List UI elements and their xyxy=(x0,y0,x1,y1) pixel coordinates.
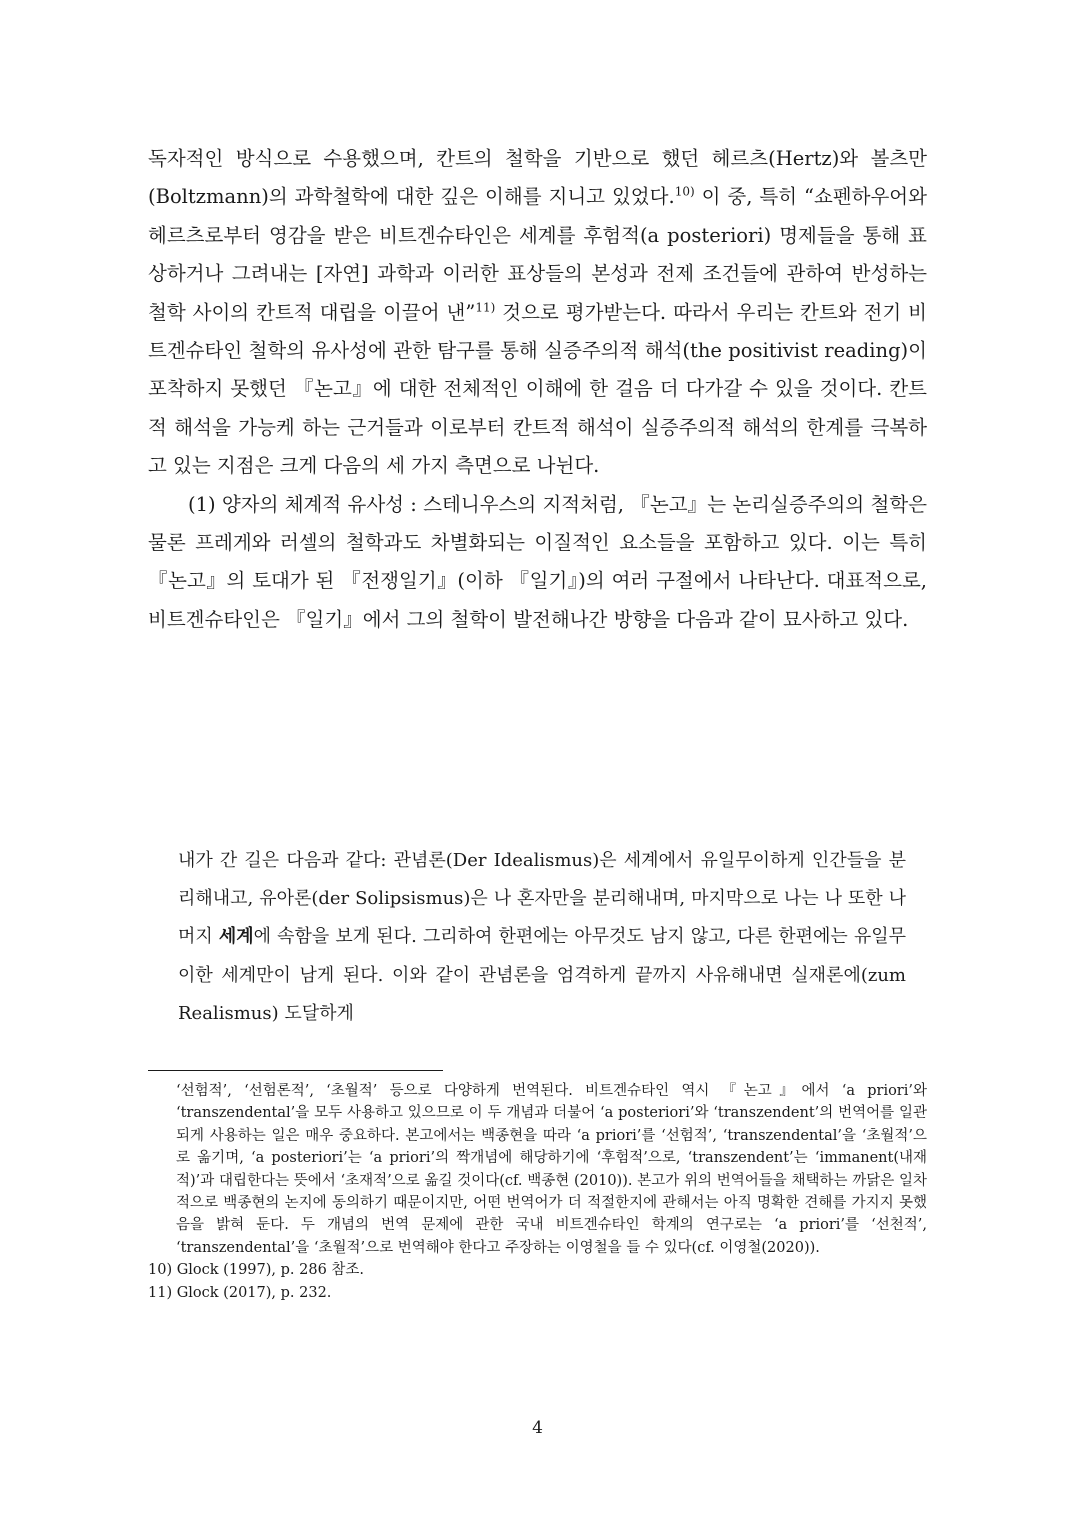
footnote-divider xyxy=(148,1070,443,1071)
quote-part-b: 에 속함을 보게 된다. 그리하여 한편에는 아무것도 남지 않고, 다른 한편에는 유일무이한 세계만이 남게 된다. 이와 같이 관념론을 엄격하게 끝까지 사유해내면 실재론에(zum Realismus) 도달하게 xyxy=(178,926,907,1024)
quote-emphasis: 세계 xyxy=(218,926,254,948)
footnote-ref-11[interactable]: 11) xyxy=(475,300,496,315)
block-quote xyxy=(178,842,906,1033)
paragraph-1-part-c: 것으로 평가받는다. 따라서 우리는 칸트와 전기 비트겐슈타인 철학의 유사성에 관한 탐구를 통해 실증주의적 해석(the positivist reading)이 포착하지 못했던 『논고』에 대한 전체적인 이해에 한 걸음 더 다가갈 수 있을 것이다. 칸트적 해석을 가능케 하는 근거들과 이로부터 칸트적 해석이 실증주의적 해석의 한계를 극복하고 있는 지점은 크게 다음의 세 가지 측면으로 나뉜다. xyxy=(148,300,927,478)
footnotes xyxy=(148,1080,927,1304)
paragraph-1 xyxy=(148,140,927,486)
paragraph-1-part-a: 독자적인 방식으로 수용했으며, 칸트의 철학을 기반으로 했던 헤르츠(Hertz)와 볼츠만(Boltzmann)의 과학철학에 대한 깊은 이해를 지니고 있었다. xyxy=(148,147,927,209)
footnote-ref-10[interactable]: 10) xyxy=(674,184,695,199)
quote-part-a: 내가 간 길은 다음과 같다: 관념론(Der Idealismus)은 세계에서 유일무이하게 인간들을 분리해내고, 유아론(der Solipsismus)은 나 혼자만을 분리해내며, 마지막으로 나는 나 또한 나머지 xyxy=(178,850,906,948)
page-number: 4 xyxy=(532,1418,543,1438)
footnote-11: 11) Glock (2017), p. 232. xyxy=(148,1284,332,1301)
main-body-text xyxy=(148,140,927,639)
footnote-10: 10) Glock (1997), p. 286 참조. xyxy=(148,1262,365,1279)
footnote-continuation: ‘선험적’, ‘선험론적’, ‘초월적’ 등으로 다양하게 번역된다. 비트겐슈타인 역시 『논고』에서 ‘a priori’와 ‘transzendental’을 모두 사용하고 있으므로 이 두 개념과 더불어 ‘a posteriori’와 ‘transzendent’의 번역어를 일관되게 사용하는 일은 매우 중요하다. 본고에서는 백종현을 따라 ‘a priori’를 ‘선험적’, ‘transzendental’을 ‘초월적’으로 옮기며, ‘a posteriori’는 ‘a priori’의 짝개념에 해당하기에 ‘후험적’으로, ‘transzendent’는 ‘immanent(내재적)’과 대립한다는 뜻에서 ‘초재적’으로 옮길 것이다(cf. 백종현 (2010)). 본고가 위의 번역어들을 채택하는 까닭은 일차적으로 백종현의 논지에 동의하기 때문이지만, 어떤 번역어가 더 적절한지에 관해서는 아직 명확한 견해를 가지지 못했음을 밝혀 둔다. 두 개념의 번역 문제에 관한 국내 비트겐슈타인 학계의 연구로는 ‘a priori’를 ‘선천적’, ‘transzendental’을 ‘초월적’으로 번역해야 한다고 주장하는 이영철을 들 수 있다(cf. 이영철(2020)). xyxy=(176,1083,927,1256)
paragraph-2: (1) 양자의 체계적 유사성 : 스테니우스의 지적처럼, 『논고』는 논리실증주의의 철학은 물론 프레게와 러셀의 철학과도 차별화되는 이질적인 요소들을 포함하고 있다. 이는 특히 『논고』의 토대가 된 『전쟁일기』(이하 『일기』)의 여러 구절에서 나타난다. 대표적으로, 비트겐슈타인은 『일기』에서 그의 철학이 발전해나간 방향을 다음과 같이 묘사하고 있다. xyxy=(148,492,927,631)
paragraph-1-part-b: 이 중, 특히 “쇼펜하우어와 헤르츠로부터 영감을 받은 비트겐슈타인은 세계를 후험적(a posteriori) 명제들을 통해 표상하거나 그려내는 [자연] 과학과 이러한 표상들의 본성과 전제 조건들에 관하여 반성하는 철학 사이의 칸트적 대립을 이끌어 낸” xyxy=(148,185,927,324)
